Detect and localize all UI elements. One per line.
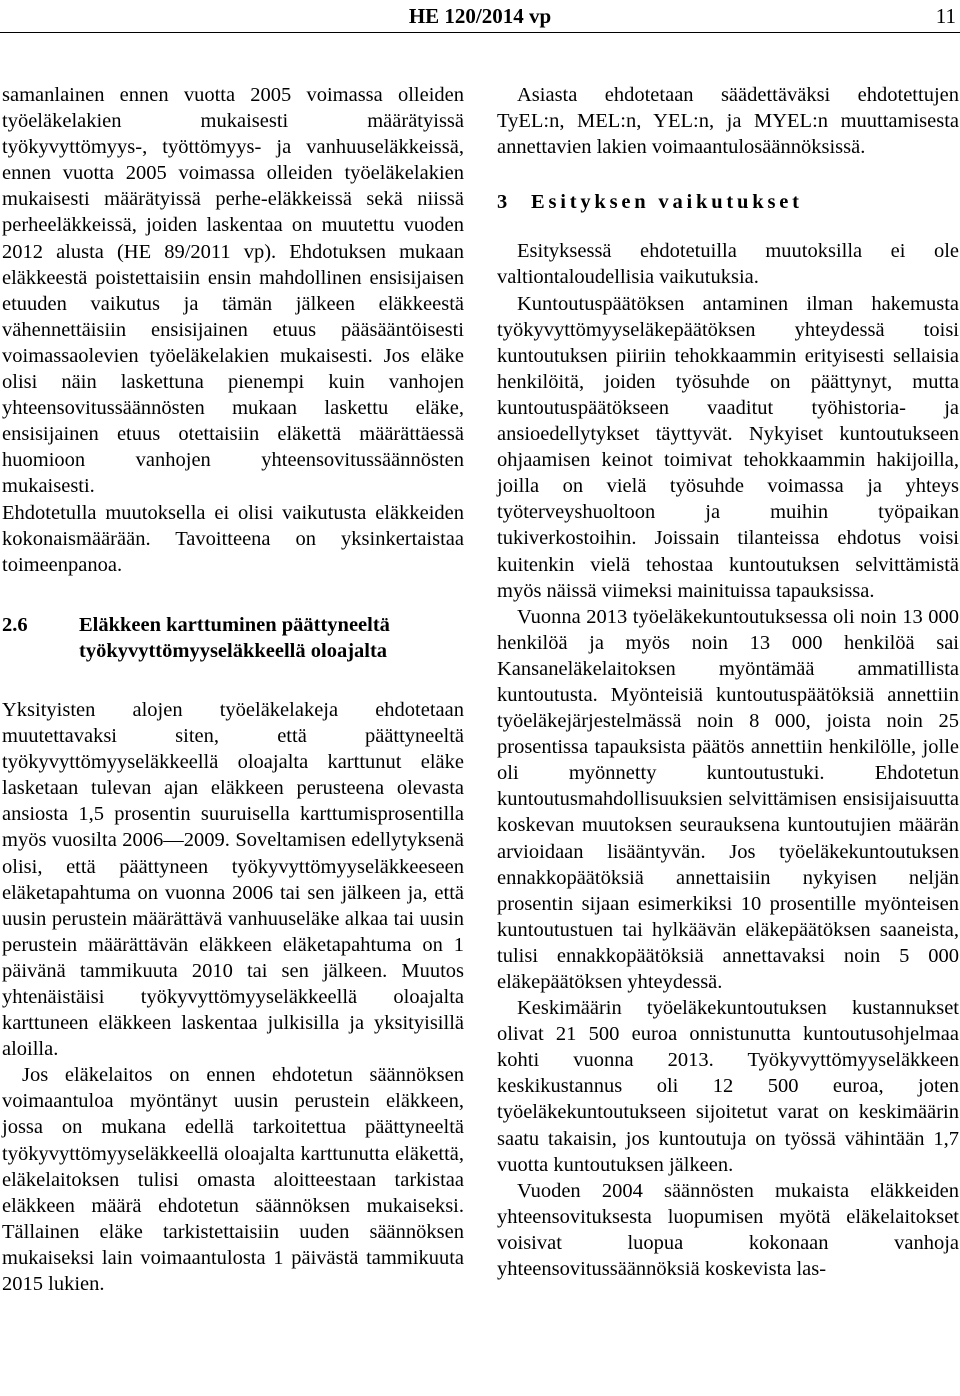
left-paragraph-2: Ehdotetulla muutoksella ei olisi vaikutusta eläkkeiden kokonaismäärään. Tavoitteena on yksinkertaistaa toimeenpanoa.: [2, 501, 464, 576]
page-header: [0, 0, 960, 34]
left-column: [2, 82, 464, 1297]
right-paragraph-6: Vuoden 2004 säännösten mukaista eläkkeiden yhteensovituksesta luopumisen myötä eläkelaitokset voisivat luopua kokonaan vanhoja yhteensovitussäännöksiä koskevista las-: [497, 1179, 959, 1281]
section-title: Eläkkeen karttuminen päättyneeltä työkyvyttömyyseläkkeellä oloajalta: [79, 613, 390, 662]
right-paragraph-4: Vuonna 2013 työeläkekuntoutuksessa oli noin 13 000 henkilöä ja myös noin 13 000 henkilöä sai Kansaneläkelaitoksen myöntämää ammatillista kuntoutusta. Myönteisiä kuntoutuspäätöksiä annettiin työeläkejärjestelmässä noin 8 000, joista noin 25 prosentissa tapauksista päätös annettiin henkilölle, jolle oli myönnetty kuntoutustuki. Ehdotetun kuntoutusmahdollisuuksien selvittämisen ensisijaisuutta koskevan muutoksen seurauksena kuntoutujien määrän arvioidaan lisääntyvän. Jos työeläkekuntoutuksen ennakkopäätöksiä annettaisiin nykyisen neljän prosentin sijaan esimerkiksi 10 prosentille myönteisen kuntoutustuen tai hylkäävän eläkepäätöksen saaneista, tulisi ennakkopäätöksiä annettavaksi noin 5 000 eläkepäätöksen yhteydessä.: [497, 605, 959, 993]
section-heading-3: [497, 189, 959, 215]
right-paragraph-3: Kuntoutuspäätöksen antaminen ilman hakemusta työkyvyttömyyseläkepäätöksen yhteydessä toisi kuntoutuksen piiriin tehokkaammin erityisesti sellaisia henkilöitä, joiden työsuhde on päättynyt, mutta kuntoutuspäätökseen vaaditut työhistoria- ja ansioedellytykset täyttyvät. Nykyiset kuntoutukseen ohjaamisen keinot toimivat tehokkaammin hakijoilla, joilla on vielä työsuhde voimassa ja yhteys työterveyshuoltoon ja muihin työpaikan tukiverkostoihin. Joissain tilanteissa ehdotus voisi kuitenkin vielä tehostaa kuntoutuksen selvittämistä myös näissä viimeksi mainituissa tapauksissa.: [497, 292, 959, 602]
right-paragraph-5: Keskimäärin työeläkekuntoutuksen kustannukset olivat 21 500 euroa onnistunutta kuntoutusohjelmaa kohti vuonna 2013. Työkyvyttömyyseläkkeen keskikustannus oli 12 500 euroa, joten työeläkekuntoutukseen sijoitetut varat on keskimäärin saatu takaisin, jos kuntoutuja on työssä vähintään 1,7 vuotta kuntoutuksen jälkeen.: [497, 997, 959, 1176]
left-paragraph-1: samanlainen ennen vuotta 2005 voimassa olleiden työeläkelakien mukaisesti määrätyissä työkyvyttömyys-, työttömyys- ja vanhuuseläkkeissä, ennen vuotta 2005 voimassa olleiden työeläkelakien mukaisesti määrätyissä perhe-eläkkeissä sekä niissä perheeläkkeissä, joiden laskentaa on muutettu vuoden 2012 alusta (HE 89/2011 vp). Ehdotuksen mukaan eläkkeestä poistettaisiin ensin mahdollinen ensisijaisen etuuden vaikutus ja tämän jälkeen eläkkeestä vähennettäisiin ensisijainen etuus pääsääntöisesti voimassaolevien työeläkelakien mukaisesti. Jos eläke olisi näin laskettuna pienempi kuin vanhojen yhteensovitussäännösten mukaan laskettu eläke, ensisijainen etuus otettaisiin eläkettä määrättäessä huomioon vanhojen yhteensovitussäännösten mukaisesti.: [2, 84, 464, 498]
right-paragraph-1: Asiasta ehdotetaan säädettäväksi ehdotettujen TyEL:n, MEL:n, YEL:n, ja MYEL:n muuttamisesta annettavien lakien voimaantulosäännöksissä.: [497, 84, 959, 159]
left-paragraph-3: Yksityisten alojen työeläkelakeja ehdotetaan muutettavaksi siten, että päättyneeltä työkyvyttömyyseläkkeellä oloajalta karttunut eläke lasketaan tulevan ajan eläkkeen perusteena olevasta ansiosta 1,5 prosentin suuruisella karttumisprosentilla myös vuosilta 2006—2009. Soveltamisen edellytyksenä olisi, että päättyneen työkyvyttömyyseläkkeeseen eläketapahtuma on vuonna 2006 tai sen jälkeen ja, että uusin perustein määrättävä vanhuuseläke alkaa tai uusin perustein määrättävän eläkkeen eläketapahtuma on 1 päivänä tammikuuta 2010 tai sen jälkeen. Muutos yhtenäistäisi työkyvyttömyyseläkkeellä oloajalta karttuneen eläkkeen laskentaa julkisilla ja yksityisillä aloilla.: [2, 698, 464, 1061]
section-number: 2.6: [2, 613, 28, 636]
right-paragraph-2: Esityksessä ehdotetuilla muutoksilla ei ole valtiontaloudellisia vaikutuksia.: [497, 240, 959, 289]
right-column: [497, 82, 959, 1282]
section-heading-2-6: [2, 612, 464, 664]
header-divider: [0, 32, 960, 33]
section-title: Esityksen vaikutukset: [531, 191, 803, 214]
document-identifier: HE 120/2014 vp: [408, 4, 552, 28]
left-paragraph-4: Jos eläkelaitos on ennen ehdotetun säännöksen voimaantuloa myöntänyt uusin perustein eläkkeen, jossa on mukana edellä tarkoitettua päättyneeltä työkyvyttömyyseläkkeellä oloajalta karttunutta eläkettä, eläkelaitoksen tulisi omasta aloitteestaan tarkistaa eläkkeen määrä ehdotetun säännöksen mukaiseksi. Tällainen eläke tarkistettaisiin uuden säännöksen mukaiseksi lain voimaantulosta 1 päivästä tammikuuta 2015 lukien.: [2, 1064, 464, 1296]
section-number: 3: [497, 191, 508, 214]
page-number: 11: [935, 4, 956, 28]
